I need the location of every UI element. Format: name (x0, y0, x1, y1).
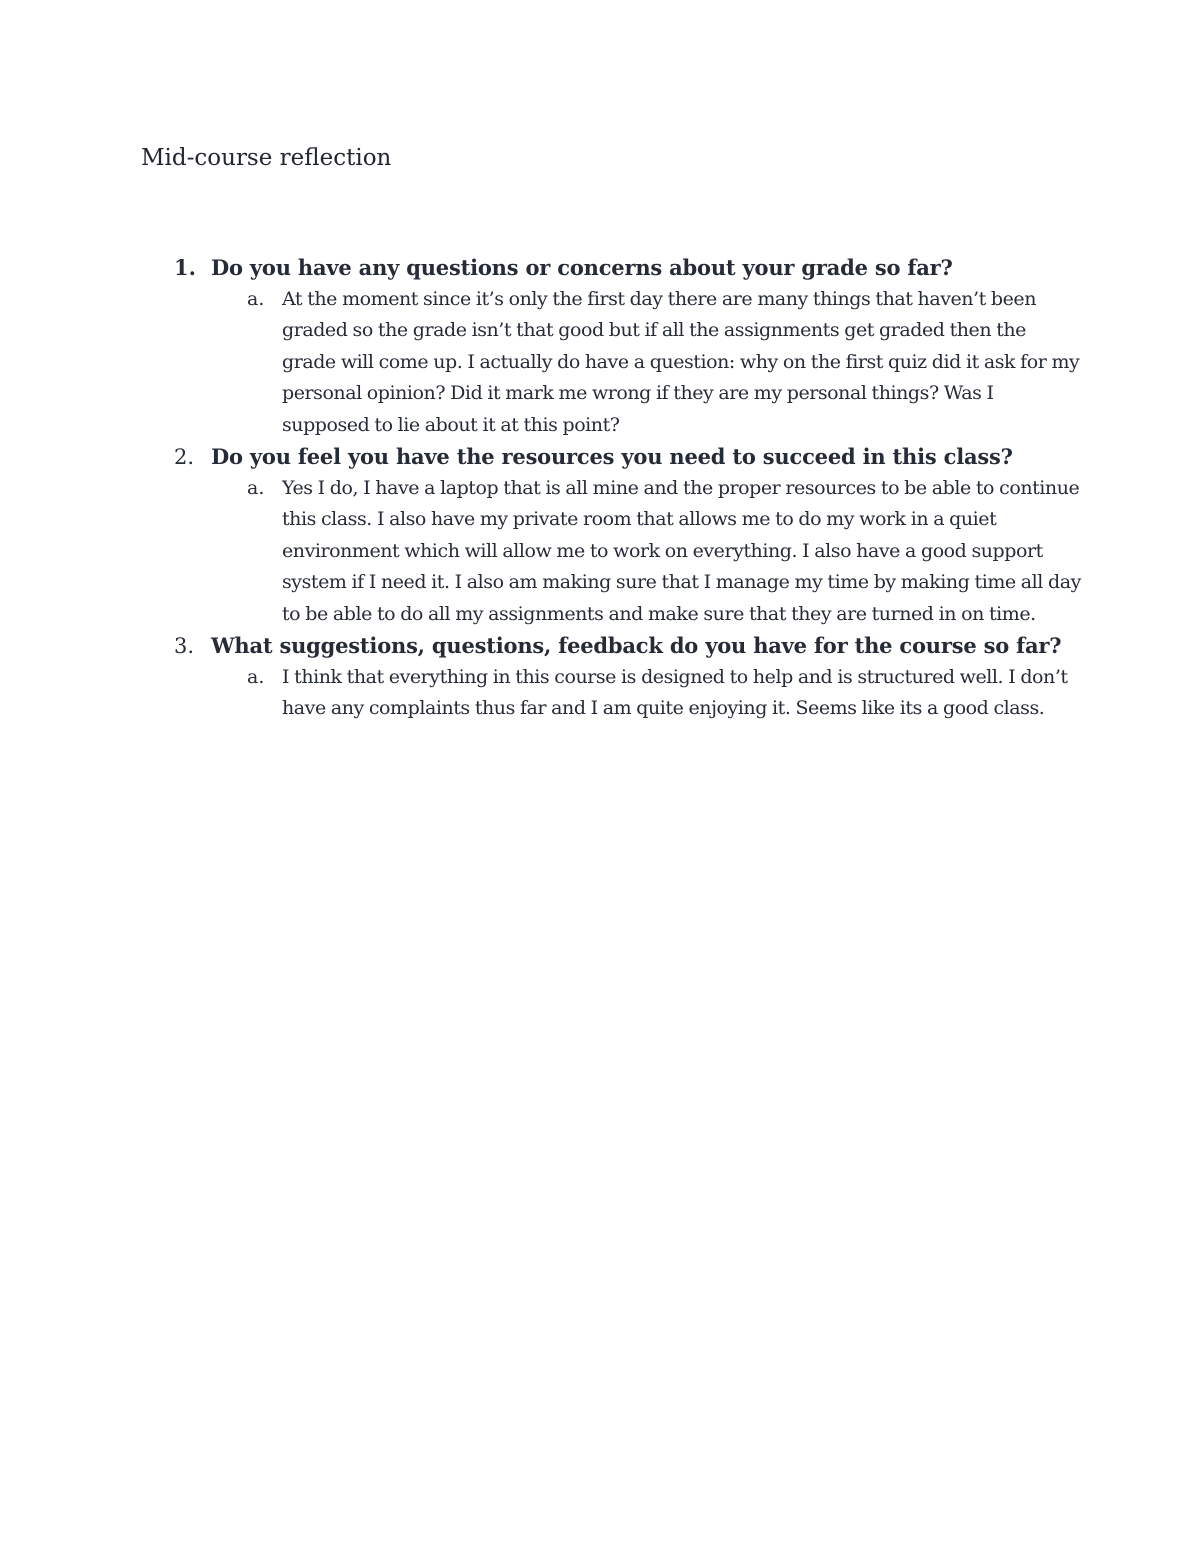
answer-item (141, 473, 1091, 630)
document-title: Mid-course reflection (141, 145, 392, 171)
question-number: 3. (174, 634, 195, 659)
answer-item (141, 662, 1091, 725)
question-item (141, 252, 1091, 441)
answer-list (141, 662, 1091, 725)
answer-list (141, 284, 1091, 441)
question-item (141, 630, 1091, 725)
question-number: 1. (174, 255, 196, 280)
question-text: What suggestions, questions, feedback do you have for the course so far? (211, 633, 1062, 659)
question-list (141, 252, 1091, 725)
answer-text: At the moment since it’s only the first day there are many things that haven’t been graded so the grade isn’t that good but if all the assignments get graded then the grade will come up. I actually do have a question: why on the first quiz did it ask for my personal opinion? Did it mark me wrong if they are my personal things? Was I supposed to lie about it at this point? (282, 288, 1080, 436)
answer-letter: a. (247, 666, 265, 689)
answer-letter: a. (247, 288, 265, 310)
question-text: Do you have any questions or concerns about your grade so far? (211, 255, 953, 280)
answer-list (141, 473, 1091, 630)
answer-letter: a. (247, 477, 265, 500)
question-number: 2. (174, 445, 195, 470)
answer-text: Yes I do, I have a laptop that is all mine and the proper resources to be able to continue this class. I also have my private room that allows me to do my work in a quiet environment which will allow me to work on everything. I also have a good support system if I need it. I also am making sure that I manage my time by making time all day to be able to do all my assignments and make sure that they are turned in on time. (282, 477, 1081, 625)
question-item (141, 441, 1091, 630)
question-text: Do you feel you have the resources you need to succeed in this class? (211, 444, 1013, 470)
answer-text: I think that everything in this course is designed to help and is structured well. I don’t have any complaints thus far and I am quite enjoying it. Seems like its a good class. (282, 666, 1068, 720)
answer-item (141, 284, 1091, 441)
